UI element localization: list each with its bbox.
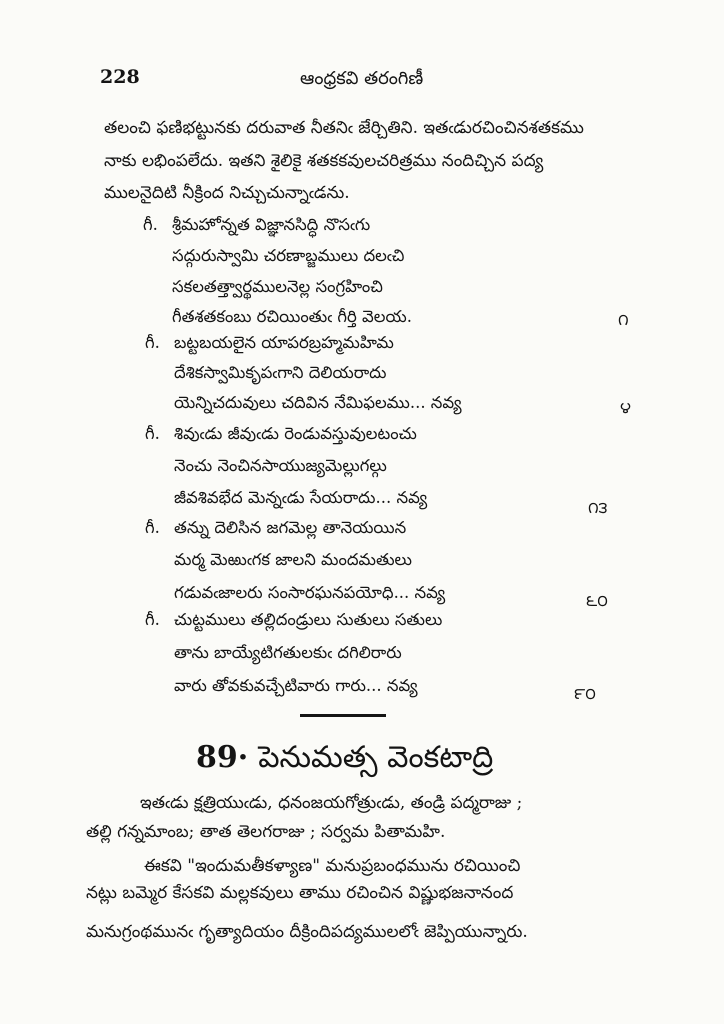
biography-line: ఇతఁడు క్షత్రియుఁడు, ధనంజయగోత్రుఁడు, తండ్రి పద్మరాజు ; [140,793,523,813]
verse-line: తన్ను దెలిసిన జగమెల్ల తానెయయిన [174,518,407,537]
verse-meter: గీ. [145,333,160,352]
intro-line: ములనైదిటి నీక్రింద నిచ్చుచున్నాఁడను. [104,183,350,203]
verse-line: దేశికస్వామికృపఁగాని దెలియరాదు [174,363,387,382]
verse-number: ౬౦ [586,591,608,610]
verse-line: గీతశతకంబు రచియింతుఁ గీర్తి వెలయ. [172,307,412,326]
verse-number: ౧౩ [588,498,608,517]
biography-line: ఈకవి "ఇందుమతీకళ్యాణ" మనుప్రబంధమును రచియించి [144,856,521,876]
verse-number: ౪ [620,398,631,417]
verse-number: ౧ [618,310,629,329]
section-number: 89· [196,740,249,775]
verse-line: యెన్నిచదువులు చదివిన నేమిఫలము... నవ్య [174,393,462,412]
verse-line: నెంచు నెంచినసాయుజ్యమెల్లుగల్గు [174,456,387,475]
verse-meter: గీ. [143,215,158,234]
biography-line: మనుగ్రంథమునఁ గృత్యాదియం దీక్రిందిపద్యములలోఁ జెప్పియున్నారు. [86,922,528,942]
verse-line: జీవశివభేద మెన్నఁడు సేయరాదు... నవ్య [174,488,428,507]
verse-line: వారు తోవకువచ్చేటివారు గారు... నవ్య [174,676,418,695]
biography-line: నట్లు బమ్మెర కేసకవి మల్లకవులు తాము రచించిన విష్ణుభజనానంద [86,883,514,903]
intro-line: తలంచి ఫణిభట్టునకు దరువాత నీతనిఁ జేర్చితిని. ఇతఁడురచించినశతకము [104,118,584,138]
section-title: పెనుమత్స వెంకటాద్రి [258,740,494,775]
verse-line: సకలతత్త్వార్థములనెల్ల సంగ్రహించి [172,277,383,296]
biography-line: తల్లి గన్నమాంబ; తాత తెలగరాజు ; సర్వమ పితామహి. [86,822,446,842]
verse-line: మర్మ మెఱుఁగక జాలని మందమతులు [174,550,412,569]
verse-line: శ్రీమహోన్నత విజ్ఞానసిద్ధి నొసఁగు [172,215,371,234]
verse-line: శివుఁడు జీవుఁడు రెండువస్తువులటంచు [174,424,417,443]
section-heading [196,740,493,776]
running-title: ఆంధ్రకవి తరంగిణీ [300,68,424,89]
section-divider [300,714,386,717]
intro-line: నాకు లభింపలేదు. ఇతని శైలికై శతకకవులచరిత్రము నందిచ్చిన పద్య [104,151,544,171]
verse-line: బట్టబయలైన యాపరబ్రహ్మమహిమ [174,333,394,352]
verse-meter: గీ. [145,610,160,629]
verse-meter: గీ. [145,424,160,443]
verse-line: గడువఁజాలరు సంసారఘనపయోధి... నవ్య [174,583,446,602]
verse-meter: గీ. [145,518,160,537]
verse-line: తాను బాయ్యేటిగతులకుఁ దగిలిరారు [174,643,402,662]
verse-line: చుట్టములు తల్లిదండ్రులు సుతులు సతులు [174,610,443,629]
verse-line: సద్గురుస్వామి చరణాబ్జములు దలఁచి [172,246,405,265]
verse-number: ౯౦ [574,684,596,703]
page-number: 228 [100,66,140,88]
